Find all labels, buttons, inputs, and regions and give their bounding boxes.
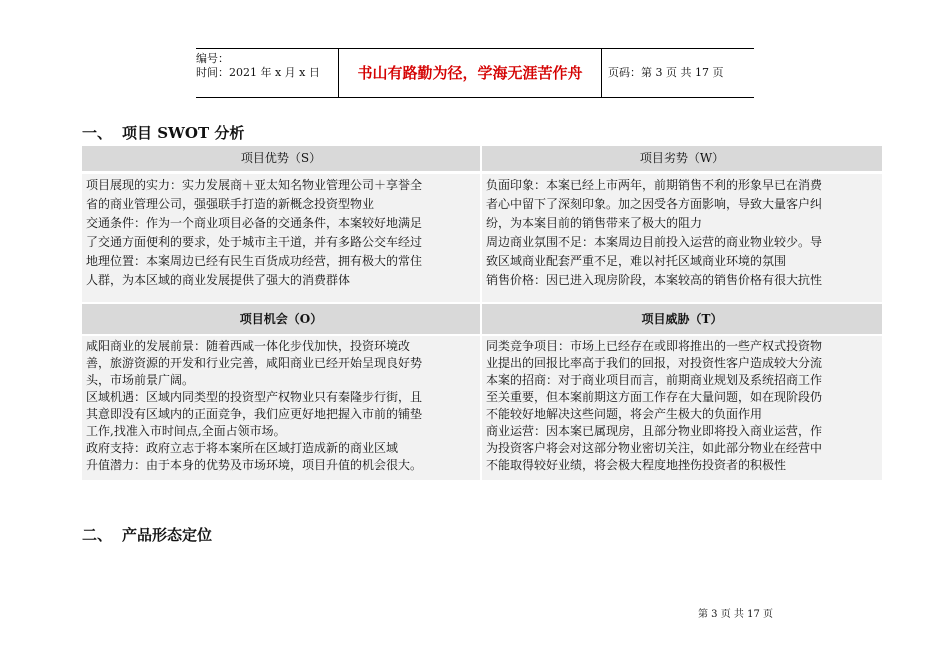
threats-header: 项目威胁（T） <box>482 304 882 334</box>
header-page-info: 页码：第 3 页 共 17 页 <box>608 66 724 79</box>
opportunities-line: 工作,找准入市时间点,全面占领市场。 <box>86 424 286 438</box>
threats-line: 不能取得较好业绩，将会极大程度地挫伤投资者的积极性 <box>486 458 787 472</box>
weaknesses-line: 周边商业氛围不足：本案周边目前投入运营的商业物业较少。导 <box>486 235 823 249</box>
threats-line: 不能较好地解决这些问题，将会产生极大的负面作用 <box>486 407 763 421</box>
threats-line: 业提出的回报比率高于我们的回报，对投资性客户造成较大分流 <box>486 356 823 370</box>
number-label: 编号： <box>196 52 229 65</box>
strengths-line: 省的商业管理公司，强强联手打造的新概念投资型物业 <box>86 197 375 211</box>
weaknesses-body <box>482 174 882 302</box>
section-title: 产品形态定位 <box>122 526 213 544</box>
opportunities-body <box>82 336 480 480</box>
opportunities-header: 项目机会（O） <box>82 304 480 334</box>
strengths-body <box>82 174 480 302</box>
weaknesses-header: 项目劣势（W） <box>482 146 882 171</box>
page-footer: 第 3 页 共 17 页 <box>698 609 773 620</box>
section-heading-swot <box>82 122 244 143</box>
strengths-line: 人群，为本区域的商业发展提供了强大的消费群体 <box>86 273 351 287</box>
threats-line: 同类竞争项目：市场上已经存在或即将推出的一些产权式投资物 <box>486 339 823 353</box>
threats-body <box>482 336 882 480</box>
threats-line: 商业运营：因本案已属现房，且部分物业即将投入商业运营，作 <box>486 424 823 438</box>
weaknesses-line: 负面印象：本案已经上市两年，前期销售不利的形象早已在消费 <box>486 178 823 192</box>
section-number: 二、 <box>82 526 113 544</box>
header-motto: 书山有路勤为径，学海无涯苦作舟 <box>338 49 602 97</box>
opportunities-line: 其意即没有区域内的正面竞争，我们应更好地把握入市前的铺垫 <box>86 407 423 421</box>
section-title: 项目 SWOT 分析 <box>122 124 245 142</box>
threats-line: 为投资客户将会对这部分物业密切关注，如此部分物业在经营中 <box>486 441 823 455</box>
opportunities-line: 政府支持：政府立志于将本案所在区域打造成新的商业区域 <box>86 441 399 455</box>
opportunities-line: 升值潜力：由于本身的优势及市场环境，项目升值的机会很大。 <box>86 458 423 472</box>
section-heading-product <box>82 524 212 545</box>
header-meta <box>196 49 338 97</box>
strengths-line: 了交通方面便利的要求，处于城市主干道，并有多路公交车经过 <box>86 235 423 249</box>
opportunities-line: 区域机遇：区域内同类型的投资型产权物业只有秦隆步行街，且 <box>86 390 423 404</box>
threats-line: 本案的招商：对于商业项目而言，前期商业规划及系统招商工作 <box>486 373 823 387</box>
opportunities-line: 咸阳商业的发展前景：随着西咸一体化步伐加快，投资环境改 <box>86 339 411 353</box>
threats-line: 至关重要，但本案前期这方面工作存在大量问题，如在现阶段仍 <box>486 390 823 404</box>
weaknesses-line: 销售价格：因已进入现房阶段，本案较高的销售价格有很大抗性 <box>486 273 823 287</box>
weaknesses-line: 致区域商业配套严重不足，难以衬托区域商业环境的氛围 <box>486 254 787 268</box>
opportunities-line: 头，市场前景广阔。 <box>86 373 195 387</box>
strengths-line: 交通条件：作为一个商业项目必备的交通条件，本案较好地满足 <box>86 216 423 230</box>
strengths-line: 地理位置：本案周边已经有民生百货成功经营，拥有极大的常住 <box>86 254 423 268</box>
weaknesses-line: 纷，为本案目前的销售带来了极大的阻力 <box>486 216 703 230</box>
strengths-line: 项目展现的实力：实力发展商＋亚太知名物业管理公司＋享誉全 <box>86 178 423 192</box>
section-number: 一、 <box>82 124 113 142</box>
document-header <box>196 48 754 98</box>
date-line: 时间：2021 年 x 月 x 日 <box>196 66 320 79</box>
opportunities-line: 善，旅游资源的开发和行业完善，咸阳商业已经开始呈现良好势 <box>86 356 423 370</box>
weaknesses-line: 者心中留下了深刻印象。加之因受各方面影响，导致大量客户纠 <box>486 197 823 211</box>
strengths-header: 项目优势（S） <box>82 146 480 171</box>
